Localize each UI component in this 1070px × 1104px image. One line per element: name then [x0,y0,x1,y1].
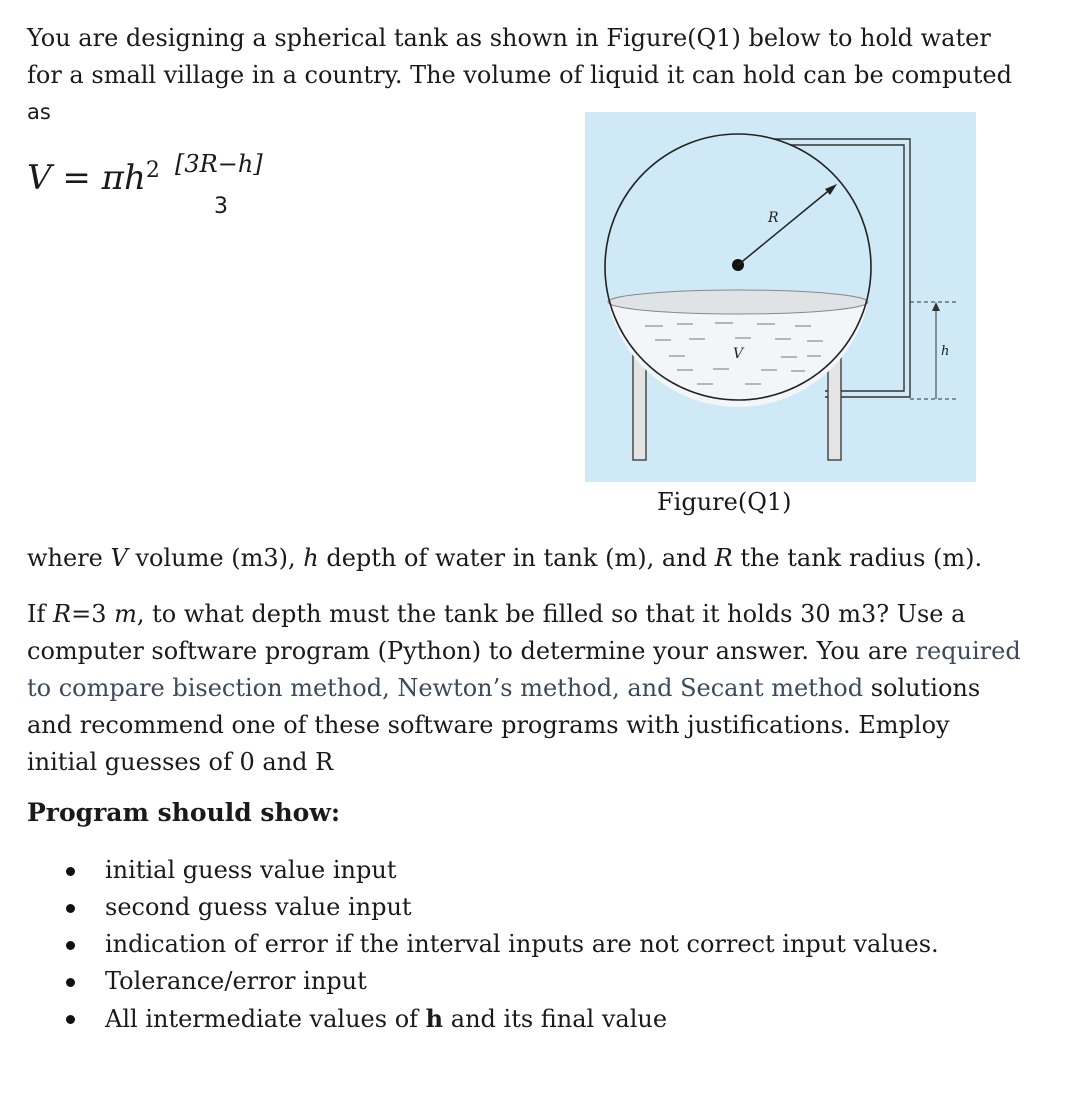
where-var-R: R [714,544,733,572]
last-bullet-text-1: All intermediate values of [105,1005,426,1033]
intro-line-3: as [27,100,51,124]
formula-numerator-text: [3R−h] [175,150,263,178]
list-item: indication of error if the interval inputs are not correct input values. [66,926,939,963]
problem-text-5: solutions and recommend one of these software programs with justifications. Employ initial guesses of 0 and R [27,674,981,776]
where-text-2: volume (m3), [127,544,304,572]
last-bullet-var-h: h [425,1004,444,1033]
requirements-list [66,852,939,1038]
list-item [66,1000,939,1038]
label-R: R [768,210,779,226]
where-text-1: where [27,544,111,572]
formula-exponent: 2 [145,158,160,183]
tank-diagram [585,112,976,482]
intro-line-2: for a small village in a country. The volume of liquid it can hold can be computed [27,61,1012,89]
h-dimension [910,302,957,399]
h-arrowhead [932,302,940,311]
tank-figure [585,112,976,482]
variable-definitions [27,540,982,577]
list-item: second guess value input [66,889,939,926]
figure-caption: Figure(Q1) [657,488,792,516]
problem-unit-m: m [114,600,137,628]
list-item: Tolerance/error input [66,963,939,1000]
where-var-h: h [303,544,319,572]
where-text-3: depth of water in tank (m), and [318,544,715,572]
label-V: V [733,346,744,362]
list-item: initial guess value input [66,852,939,889]
problem-var-R: R [53,600,72,628]
formula-numerator [175,150,263,178]
formula-denominator: 3 [214,194,228,219]
label-h: h [941,344,950,359]
formula-lhs-text: V = πh [27,158,146,198]
problem-text-1: If [27,600,53,628]
program-requirements-heading: Program should show: [27,798,341,827]
problem-statement [27,596,1027,781]
problem-text-3: , to what depth must the tank be filled so that it holds 30 m3? Use a computer software program (Python) to determine your answer. You are [27,600,966,665]
where-var-V: V [110,544,128,572]
where-text-4: the tank radius (m). [732,544,983,572]
problem-text-methods: required to compare bisection method, Newton’s method, and Secant method [27,637,1021,702]
problem-text-2: =3 [71,600,115,628]
water-surface [608,290,868,314]
formula-lhs [27,158,160,198]
intro-line-1: You are designing a spherical tank as shown in Figure(Q1) below to hold water [27,24,991,52]
last-bullet-text-2: and its final value [443,1005,668,1033]
